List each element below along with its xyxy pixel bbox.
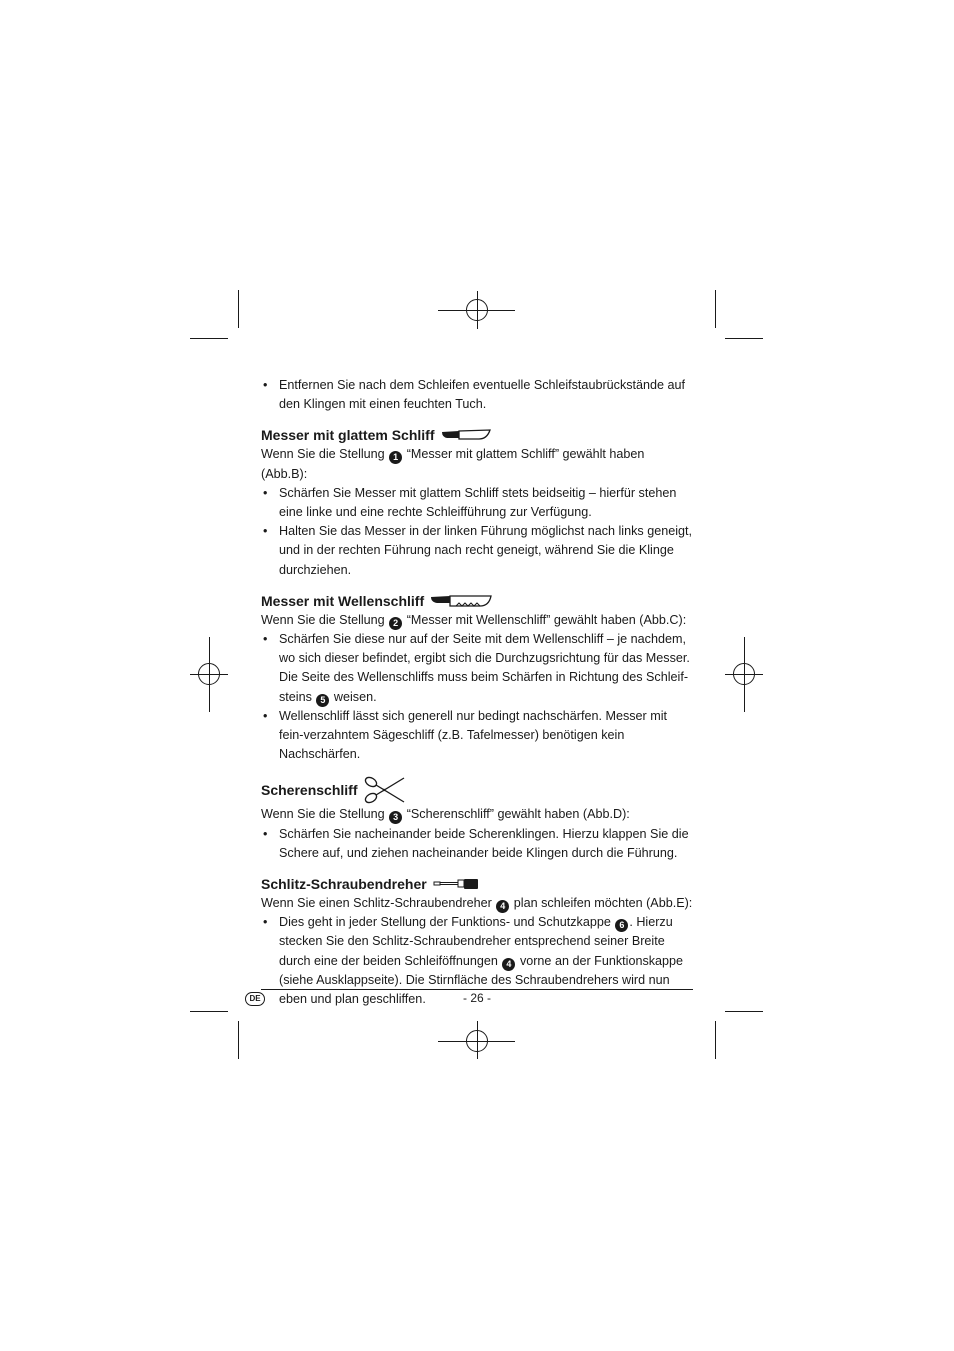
section-intro [261, 805, 693, 824]
intro-text: Wenn Sie einen Schlitz-Schraubendreher [261, 896, 492, 911]
list-item: • Schärfen Sie nacheinander beide Scherenklingen. Hierzu klappen Sie die Schere auf, und ziehen nacheinander beide Klingen durch die Führung. [261, 825, 693, 863]
list-item: • Schärfen Sie Messer mit glattem Schliff stets beidseitig – hierfür stehen eine linke und eine rechte Schleifführung zur Verfügung. [261, 484, 693, 522]
list-item: • Halten Sie das Messer in der linken Führung möglichst nach links geneigt, und in der rechten Führung nach recht geneigt, während Sie die Klinge durchziehen. [261, 522, 693, 580]
part-number: 6 [615, 919, 628, 932]
section-title [261, 425, 693, 445]
list-item: • Entfernen Sie nach dem Schleifen eventuelle Schleifstaubrückstände auf den Klingen mit einen feuchten Tuch. [261, 376, 693, 414]
page-number: - 26 - [462, 991, 491, 1005]
section-scissors [261, 775, 693, 863]
part-number: 4 [496, 900, 509, 913]
list-item-text: Dies geht in jeder Stellung der Funktions- und Schutzkappe [279, 915, 611, 930]
serrated-knife-icon [430, 594, 492, 608]
position-number: 1 [389, 451, 402, 464]
intro-text: “Messer mit glattem Schliff” gewählt haben (Abb.B): [261, 447, 645, 481]
section-intro [261, 894, 693, 913]
page-content [261, 376, 693, 1009]
section-title [261, 775, 693, 805]
section-smooth-knife [261, 425, 693, 579]
section-title-text: Schlitz-Schraubendreher [261, 876, 427, 893]
intro-text: Wenn Sie die Stellung [261, 612, 385, 627]
intro-text: Wenn Sie die Stellung [261, 447, 385, 462]
list-item [261, 630, 693, 707]
section-intro [261, 445, 693, 483]
language-badge: DE [245, 992, 265, 1006]
part-number: 4 [502, 958, 515, 971]
intro-text: “Messer mit Wellenschliff” gewählt haben (Abb.C): [406, 612, 687, 627]
list-item-text: vorne an der Funktionskappe (siehe Ausklappseite). Die Stirnfläche des Schraubendrehers wird nun eben und plan geschliffen. [279, 953, 684, 1007]
position-number: 2 [389, 617, 402, 630]
part-number: 5 [316, 694, 329, 707]
intro-text: plan schleifen möchten (Abb.E): [513, 896, 693, 911]
list-item: • Wellenschliff lässt sich generell nur bedingt nachschärfen. Messer mit fein-verzahntem Sägeschliff (z.B. Tafelmesser) benötigen kein Nachschärfen. [261, 707, 693, 765]
section-title-text: Messer mit glattem Schliff [261, 427, 435, 444]
position-number: 3 [389, 811, 402, 824]
smooth-knife-icon [441, 429, 491, 441]
intro-text: “Scherenschliff” gewählt haben (Abb.D): [406, 807, 630, 822]
list-item-text: Schärfen Sie diese nur auf der Seite mit dem Wellenschliff – je nachdem, wo sich dieser befindet, ergibt sich die Durchzugsrichtung für das Messer. Die Seite des Wellenschliffs muss beim Schärfen in Richtung des Schleif-steins [279, 632, 690, 704]
scissors-icon [363, 775, 405, 805]
footer-rule [261, 989, 693, 990]
section-title-text: Scherenschliff [261, 782, 358, 799]
section-title-text: Messer mit Wellenschliff [261, 592, 425, 609]
list-item-text: . Hierzu stecken Sie den Schlitz-Schraubendreher entsprechend seiner Breite durch eine der beiden Schleiföffnungen [279, 915, 673, 968]
section-title [261, 591, 693, 611]
list-item-text: weisen. [333, 689, 377, 704]
screwdriver-icon [433, 878, 479, 890]
intro-text: Wenn Sie die Stellung [261, 807, 385, 822]
section-intro [261, 611, 693, 630]
section-serrated-knife [261, 591, 693, 765]
section-title [261, 874, 693, 894]
